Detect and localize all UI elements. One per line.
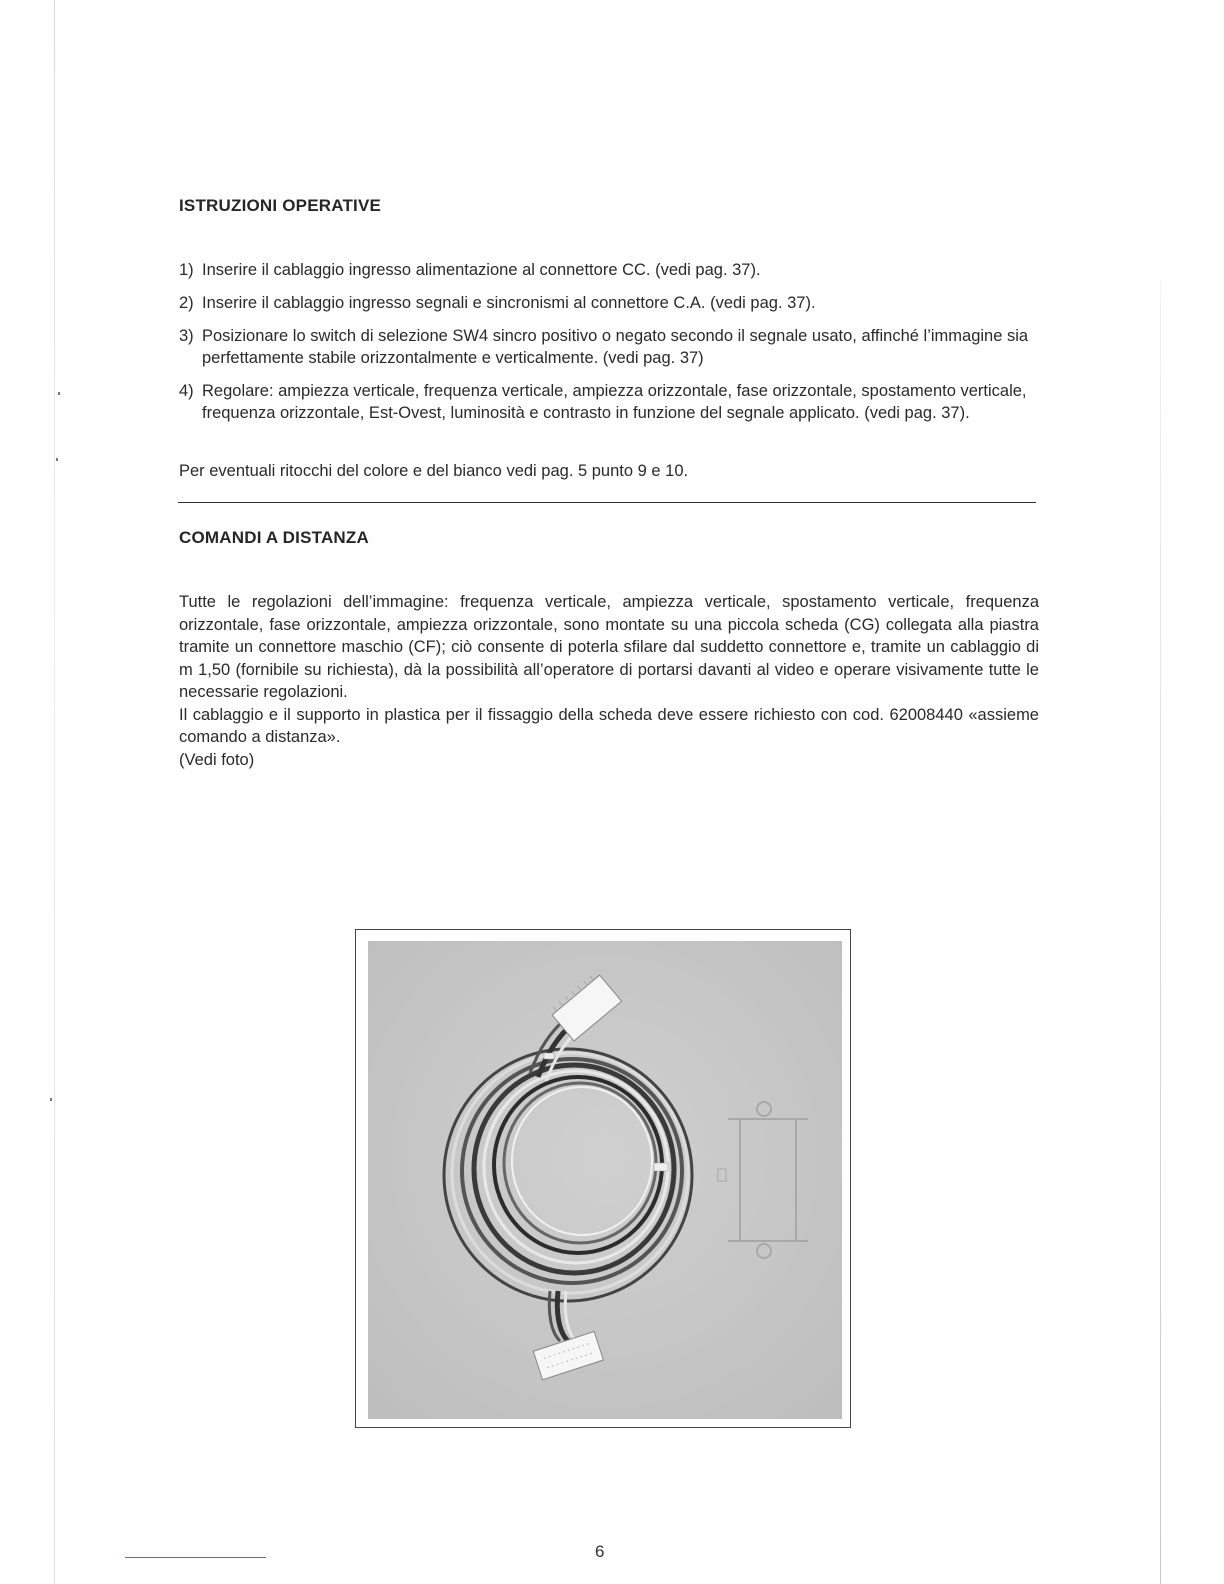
instruction-step: [179, 259, 1039, 281]
scan-edge-left: [54, 0, 55, 1584]
step-number: 3): [179, 327, 194, 345]
step-number: 2): [179, 294, 194, 312]
instruction-step: [179, 380, 1039, 424]
scan-speck: [58, 392, 60, 395]
scan-edge-right: [1160, 280, 1161, 1584]
instruction-step: [179, 325, 1039, 369]
scan-speck: [50, 1098, 52, 1101]
step-number: 1): [179, 261, 194, 279]
remote-controls-description: Tutte le regolazioni dell’immagine: frequenza verticale, ampiezza verticale, spostamento verticale, frequenza orizzontale, fase orizzontale, ampiezza orizzontale, sono montate su una piccola scheda (CG) collegata alla piastra tramite un connettore maschio (CF); ciò consente di poterla sfilare dal suddetto connettore e, tramite un cablaggio di m 1,50 (fornibile su richiesta), dà la possibilità all’operatore di portarsi davanti al video e operare visivamente tutte le necessarie regolazioni.: [179, 593, 1039, 701]
remote-controls-order-code: Il cablaggio e il supporto in plastica per il fissaggio della scheda deve essere richiesto con cod. 62008440 «assieme comando a distanza».: [179, 705, 1039, 746]
color-adjustment-note: Per eventuali ritocchi del colore e del bianco vedi pag. 5 punto 9 e 10.: [179, 462, 689, 480]
section-title-remote-controls: COMANDI A DISTANZA: [179, 528, 369, 547]
step-text: Regolare: ampiezza verticale, frequenza verticale, ampiezza orizzontale, fase orizzontale, spostamento verticale, frequenza orizzontale, Est-Ovest, luminosità e contrasto in funzione del segnale applicato. (vedi pag. 37).: [202, 382, 1027, 422]
cable-tie: [654, 1163, 668, 1171]
instruction-step: [179, 292, 1039, 314]
remote-controls-photo-reference: (Vedi foto): [179, 750, 255, 769]
step-number: 4): [179, 382, 194, 400]
step-text: Posizionare lo switch di selezione SW4 sincro positivo o negato secondo il segnale usato, affinché l’immagine sia perfettamente stabile orizzontalmente e verticalmente. (vedi pag. 37): [202, 327, 1029, 367]
scan-speck: [56, 458, 58, 461]
remote-controls-body: [179, 591, 1039, 771]
section-divider: [178, 502, 1036, 503]
step-text: Inserire il cablaggio ingresso alimentazione al connettore CC. (vedi pag. 37).: [202, 261, 761, 279]
footer-line: [125, 1557, 266, 1558]
instruction-steps-list: [179, 259, 1039, 435]
photo-frame: [355, 929, 851, 1428]
step-text: Inserire il cablaggio ingresso segnali e sincronismi al connettore C.A. (vedi pag. 37).: [202, 294, 816, 312]
section-title-operating-instructions: ISTRUZIONI OPERATIVE: [179, 196, 382, 215]
cable-tie: [544, 1053, 554, 1059]
page-number: 6: [595, 1542, 605, 1561]
cable-harness-photo: [368, 941, 842, 1419]
